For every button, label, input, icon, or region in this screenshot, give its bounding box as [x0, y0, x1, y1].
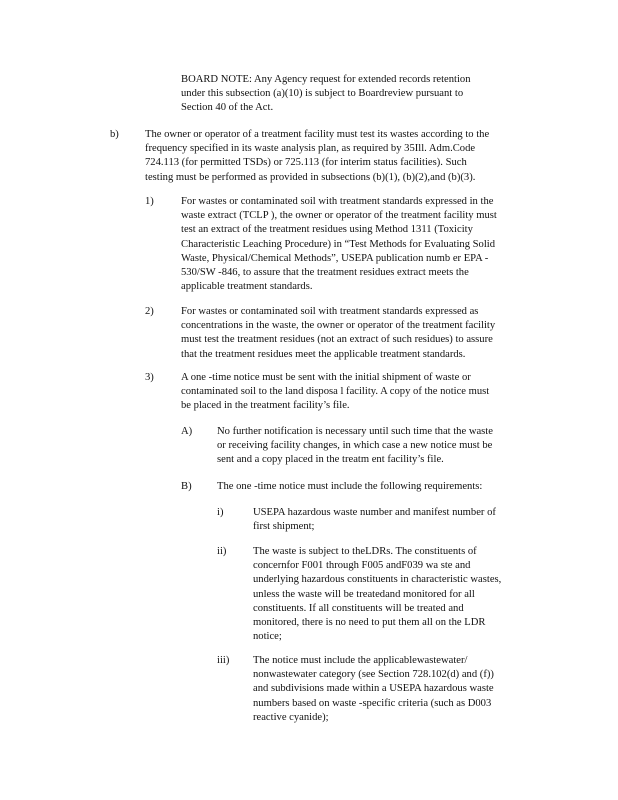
paragraph-3-text — [181, 371, 535, 414]
text-line: concernfor F001 through F005 andF039 wa ste and — [253, 560, 471, 572]
paragraph-label: 2) — [145, 306, 154, 317]
board-note-line: Section 40 of the Act. — [181, 102, 274, 114]
text-line: be placed in the treatment facility’s file. — [181, 400, 350, 412]
subparagraph-label: B) — [181, 481, 192, 492]
text-line: The owner or operator of a treatment facility must test its wastes according to the — [145, 129, 490, 140]
text-line: and subdivisions made within a USEPA hazardous waste — [253, 683, 494, 695]
text-line: Waste, Physical/Chemical Methods”, USEPA publication numb er EPA - — [181, 252, 489, 264]
text-line: that the treatment residues meet the applicable treatment standards. — [181, 348, 466, 360]
paragraph-2-text — [181, 305, 535, 362]
text-line: frequency specified in its waste analysis plan, as required by 35Ill. Adm.Code — [145, 143, 476, 155]
text-line: contaminated soil to the land disposa l facility. A copy of the notice must — [181, 386, 490, 398]
text-line: No further notification is necessary until such time that the waste — [217, 426, 493, 437]
text-line: must test the treatment residues (not an extract of such residues) to assure — [181, 334, 493, 346]
subparagraph-A-text — [217, 425, 535, 468]
text-line: nonwastewater category (see Section 728.102(d) and (f)) — [253, 669, 494, 681]
text-line: sent and a copy placed in the treatm ent facility’s file. — [217, 454, 444, 466]
item-i-text — [253, 506, 535, 534]
text-line: test an extract of the treatment residues using Method 1311 (Toxicity — [181, 224, 473, 236]
text-line: For wastes or contaminated soil with treatment standards expressed in the — [181, 196, 494, 207]
text-line: unless the waste will be treatedand monitored for all — [253, 588, 475, 600]
text-line: notice; — [253, 631, 282, 643]
text-line: underlying hazardous constituents in characteristic wastes, — [253, 574, 502, 586]
text-line: Characteristic Leaching Procedure) in “Test Methods for Evaluating Solid — [181, 238, 496, 250]
text-line: concentrations in the waste, the owner or operator of the treatment facility — [181, 320, 496, 332]
text-line: 530/SW -846, to assure that the treatment residues extract meets the — [181, 267, 469, 279]
text-line: waste extract (TCLP ), the owner or operator of the treatment facility must — [181, 210, 497, 222]
text-line: USEPA hazardous waste number and manifest number of — [253, 507, 496, 518]
text-line: reactive cyanide); — [253, 711, 329, 723]
subsection-label: b) — [110, 129, 119, 140]
text-line: or receiving facility changes, in which case a new notice must be — [217, 440, 493, 452]
item-ii-text — [253, 545, 535, 644]
text-line: The waste is subject to theLDRs. The constituents of — [253, 546, 477, 557]
text-line: For wastes or contaminated soil with treatment standards expressed as — [181, 306, 479, 317]
text-line: testing must be performed as provided in subsections (b)(1), (b)(2),and (b)(3). — [145, 171, 476, 183]
text-line: numbers based on waste -specific criteria (such as D003 — [253, 697, 492, 709]
text-line: The one -time notice must include the following requirements: — [217, 481, 483, 492]
text-line: applicable treatment standards. — [181, 281, 313, 293]
text-line: monitored, there is no need to put them all on the LDR — [253, 617, 486, 629]
text-line: 724.113 (for permitted TSDs) or 725.113 (for interim status facilities). Such — [145, 157, 467, 169]
board-note — [181, 73, 507, 116]
paragraph-label: 3) — [145, 372, 154, 383]
paragraph-label: 1) — [145, 196, 154, 207]
board-note-line: BOARD NOTE: Any Agency request for extended records retention — [181, 74, 471, 85]
subsection-b-text — [145, 128, 535, 185]
subparagraph-label: A) — [181, 426, 193, 437]
item-label: ii) — [217, 546, 227, 557]
subparagraph-B-text — [217, 480, 535, 494]
item-label: iii) — [217, 655, 230, 666]
text-line: The notice must include the applicablewastewater/ — [253, 655, 468, 666]
text-line: A one -time notice must be sent with the initial shipment of waste or — [181, 372, 471, 383]
text-line: first shipment; — [253, 521, 315, 533]
item-label: i) — [217, 507, 224, 518]
board-note-line: under this subsection (a)(10) is subject to Boardreview pursuant to — [181, 88, 464, 100]
paragraph-1-text — [181, 195, 535, 294]
item-iii-text — [253, 654, 535, 725]
text-line: constituents. If all constituents will be treated and — [253, 602, 464, 614]
